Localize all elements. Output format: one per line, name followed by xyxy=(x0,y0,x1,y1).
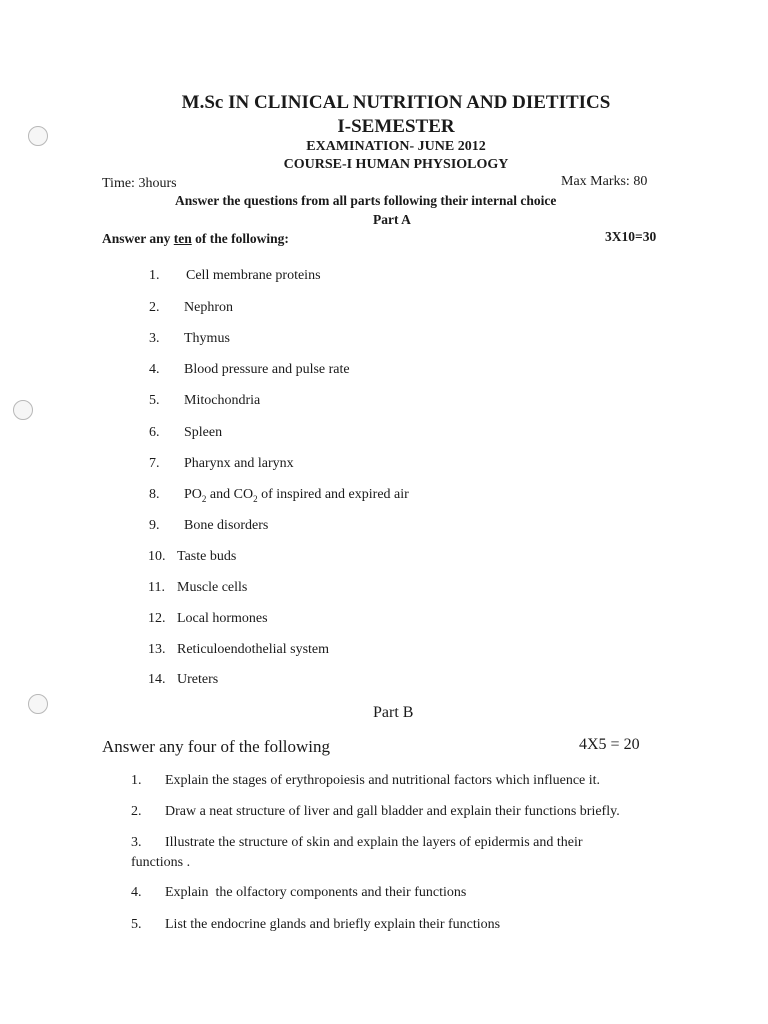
list-item: Pharynx and larynx xyxy=(184,456,294,471)
list-item-number: 5. xyxy=(149,393,160,408)
list-item: Muscle cells xyxy=(177,580,248,595)
list-item-number: 13. xyxy=(148,642,166,657)
part-a-instruction: Answer any ten of the following: xyxy=(102,231,289,246)
part-b-instruction: Answer any four of the following xyxy=(102,737,331,756)
list-item: Taste buds xyxy=(177,549,237,564)
list-item-number: 2. xyxy=(131,804,142,819)
list-item-number: 1. xyxy=(131,773,142,788)
list-item-number: 2. xyxy=(149,300,160,315)
list-item: $PO_2$ and $CO_2$ of inspired and expired air xyxy=(184,487,409,504)
punch-hole-middle xyxy=(13,400,33,420)
part-b-marks: 4X5 = 20 xyxy=(579,736,640,753)
list-item: Explain the olfactory components and their functions xyxy=(165,885,467,900)
list-item: Ureters xyxy=(177,672,219,687)
list-item: Local hormones xyxy=(177,611,268,626)
max-marks-label: Max Marks: 80 xyxy=(561,174,648,189)
list-item-number: 4. xyxy=(149,362,160,377)
list-item: Explain the stages of erythropoiesis and nutritional factors which influence it. xyxy=(165,773,601,788)
part-a-marks: 3X10=30 xyxy=(605,229,657,244)
list-item-number: 1. xyxy=(149,268,160,283)
list-item: Spleen xyxy=(184,425,223,440)
list-item: Reticuloendothelial system xyxy=(177,642,330,657)
list-item-number: 14. xyxy=(148,672,166,687)
list-item-number: 6. xyxy=(149,425,160,440)
list-item-number: 3. xyxy=(149,331,160,346)
list-item: Bone disorders xyxy=(184,518,269,533)
list-item: Illustrate the structure of skin and explain the layers of epidermis and their xyxy=(165,835,583,850)
general-instruction: Answer the questions from all parts following their internal choice xyxy=(175,193,557,208)
list-item: Draw a neat structure of liver and gall bladder and explain their functions briefly. xyxy=(165,804,620,819)
list-item: Blood pressure and pulse rate xyxy=(184,362,350,377)
list-item-number: 11. xyxy=(148,580,165,595)
list-item-number: 10. xyxy=(148,549,166,564)
list-item-number: 4. xyxy=(131,885,142,900)
course-title: COURSE-I HUMAN PHYSIOLOGY xyxy=(283,157,509,172)
list-item-number: 8. xyxy=(149,487,160,502)
list-item-number: 12. xyxy=(148,611,166,626)
list-item: List the endocrine glands and briefly explain their functions xyxy=(165,917,501,932)
list-item: Nephron xyxy=(184,300,233,315)
semester-title: I-SEMESTER xyxy=(337,116,455,137)
part-b-heading: Part B xyxy=(373,704,414,721)
exam-session: EXAMINATION- JUNE 2012 xyxy=(306,139,486,154)
list-item-number: 9. xyxy=(149,518,160,533)
part-a-heading: Part A xyxy=(373,212,411,227)
list-item-number: 3. xyxy=(131,835,142,850)
list-item: Cell membrane proteins xyxy=(186,268,321,283)
list-item-continuation: functions . xyxy=(131,855,191,870)
punch-hole-bottom xyxy=(28,694,48,714)
list-item-number: 7. xyxy=(149,456,160,471)
time-label: Time: 3hours xyxy=(102,176,177,191)
list-item: Thymus xyxy=(184,331,230,346)
list-item: Mitochondria xyxy=(184,393,261,408)
list-item-number: 5. xyxy=(131,917,142,932)
exam-title: M.Sc IN CLINICAL NUTRITION AND DIETITICS xyxy=(181,92,611,113)
